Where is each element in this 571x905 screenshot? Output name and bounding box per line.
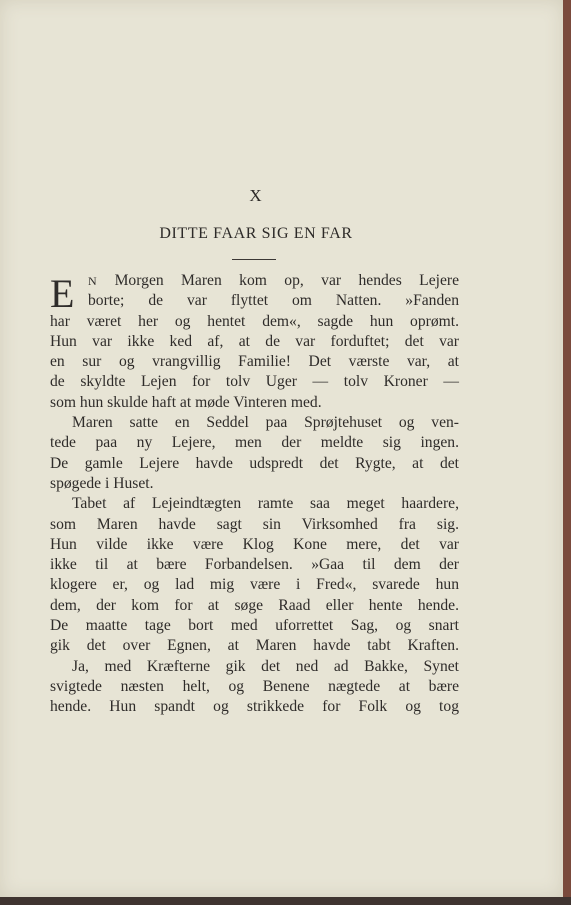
book-edge-right — [563, 0, 571, 905]
body-text — [50, 271, 459, 718]
text-line-content: Morgen Maren kom op, var hendes Lejere — [97, 272, 459, 289]
chapter-number: X — [249, 186, 263, 205]
text-line: borte; de var flyttet om Natten. »Fanden — [88, 292, 459, 310]
text-line: tede paa ny Lejere, men der meldte sig ingen. — [50, 434, 459, 452]
smallcaps-letter: N — [88, 274, 98, 288]
text-line: har været her og hentet dem«, sagde hun oprømt. — [50, 312, 459, 330]
text-line: spøgede i Huset. — [50, 474, 154, 492]
text-line: som hun skulde haft at møde Vinteren med. — [50, 393, 322, 411]
text-line: Maren satte en Seddel paa Sprøjtehuset og ven- — [72, 414, 459, 432]
text-line: Hun var ikke ked af, at de var forduftet; det var — [50, 332, 459, 350]
text-line: ikke til at bære Forbandelsen. »Gaa til dem der — [50, 556, 459, 574]
drop-cap: E — [50, 271, 75, 316]
text-line: som Maren havde sagt sin Virksomhed fra sig. — [50, 515, 459, 533]
text-line: Ja, med Kræfterne gik det ned ad Bakke, Synet — [72, 657, 459, 675]
text-line: dem, der kom for at søge Raad eller hente hende. — [50, 596, 459, 614]
text-line: Tabet af Lejeindtægten ramte saa meget haardere, — [72, 495, 459, 513]
text-line: svigtede næsten helt, og Benene nægtede at bære — [50, 677, 459, 695]
book-edge-bottom — [0, 897, 571, 905]
text-line: de skyldte Lejen for tolv Uger — tolv Kroner — — [50, 373, 459, 391]
text-line: Hun vilde ikke være Klog Kone mere, det var — [50, 535, 459, 553]
text-line: De gamle Lejere havde udspredt det Rygte, at det — [50, 454, 459, 472]
text-line — [50, 271, 459, 291]
text-line: en sur og vrangvillig Familie! Det værste var, at — [50, 353, 459, 371]
text-line: De maatte tage bort med uforrettet Sag, og snart — [50, 617, 459, 635]
text-line: hende. Hun spandt og strikkede for Folk og tog — [50, 698, 459, 716]
chapter-title: DITTE FAAR SIG EN FAR — [159, 225, 353, 242]
text-line: gik det over Egnen, at Maren havde tabt Kraften. — [50, 637, 459, 655]
title-rule — [232, 259, 276, 260]
text-line: klogere er, og lad mig være i Fred«, svarede hun — [50, 576, 459, 594]
